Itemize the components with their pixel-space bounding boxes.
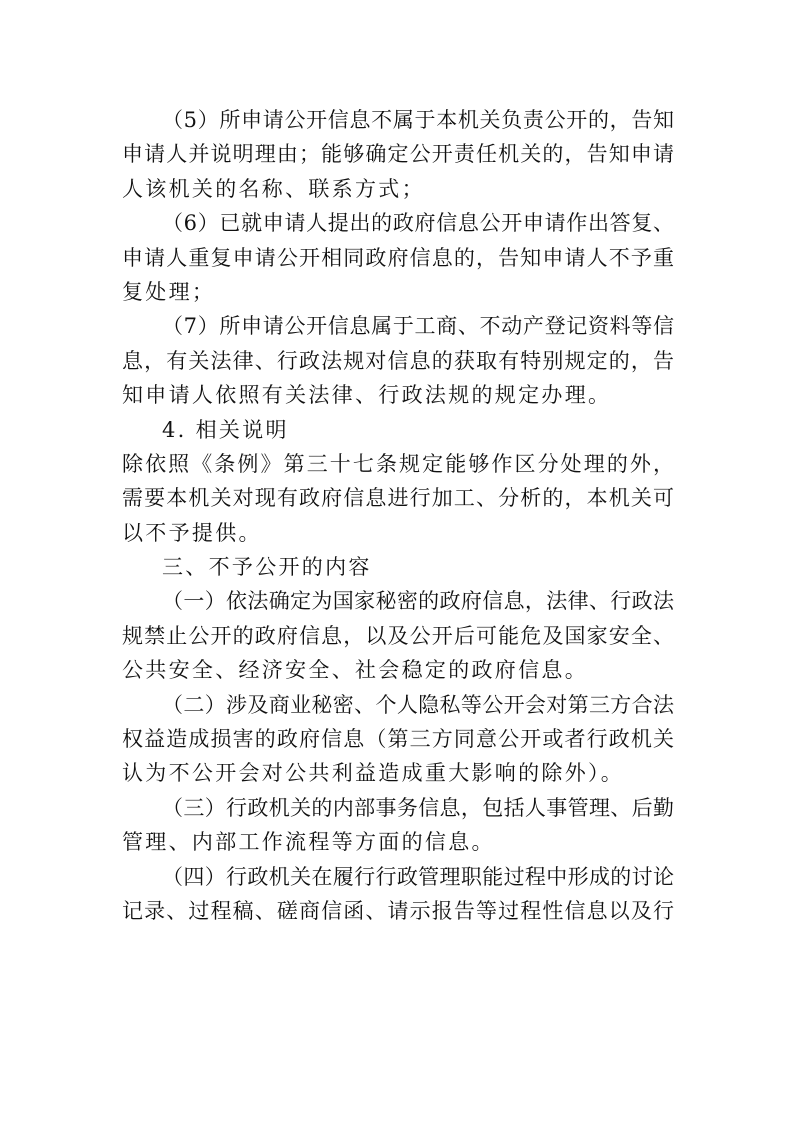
exempt-2-line-3: 认为不公开会对公共利益造成重大影响的除外）。 <box>122 761 625 786</box>
exempt-2-line-2: 权益造成损害的政府信息（第三方同意公开或者行政机关 <box>122 727 674 752</box>
section-heading-related-notes: 4. 相关说明 <box>162 417 289 442</box>
item-5-line-3: 人该机关的名称、联系方式； <box>122 176 425 201</box>
item-6-line-2: 申请人重复申请公开相同政府信息的，告知申请人不予重 <box>122 245 674 270</box>
exempt-4-line-1: （四）行政机关在履行行政管理职能过程中形成的讨论 <box>162 864 674 889</box>
item-6-line-1: （6）已就申请人提出的政府信息公开申请作出答复、 <box>162 211 674 236</box>
exempt-1-line-3: 公共安全、经济安全、社会稳定的政府信息。 <box>122 658 588 683</box>
exempt-1-line-2: 规禁止公开的政府信息，以及公开后可能危及国家安全、 <box>122 623 674 648</box>
exempt-3-line-1: （三）行政机关的内部事务信息，包括人事管理、后勤 <box>162 795 674 820</box>
note-line-2: 需要本机关对现有政府信息进行加工、分析的，本机关可 <box>122 486 674 511</box>
document-body <box>122 103 674 928</box>
item-5-line-2: 申请人并说明理由；能够确定公开责任机关的，告知申请 <box>122 142 674 167</box>
exempt-2-line-1: （二）涉及商业秘密、个人隐私等公开会对第三方合法 <box>162 692 674 717</box>
item-6-line-3: 复处理； <box>122 279 216 304</box>
item-7-line-1: （7）所申请公开信息属于工商、不动产登记资料等信 <box>162 314 674 339</box>
item-7-line-2: 息，有关法律、行政法规对信息的获取有特别规定的，告 <box>122 348 674 373</box>
exempt-1-line-1: （一）依法确定为国家秘密的政府信息，法律、行政法 <box>162 589 674 614</box>
exempt-4-line-2: 记录、过程稿、磋商信函、请示报告等过程性信息以及行 <box>122 898 674 923</box>
note-line-3: 以不予提供。 <box>122 520 262 545</box>
item-7-line-3: 知申请人依照有关法律、行政法规的规定办理。 <box>122 383 612 408</box>
section-heading-not-disclosed: 三、不予公开的内容 <box>162 555 372 580</box>
note-line-1: 除依照《条例》第三十七条规定能够作区分处理的外， <box>122 451 674 476</box>
item-5-line-1: （5）所申请公开信息不属于本机关负责公开的，告知 <box>162 108 674 132</box>
exempt-3-line-2: 管理、内部工作流程等方面的信息。 <box>122 830 495 855</box>
